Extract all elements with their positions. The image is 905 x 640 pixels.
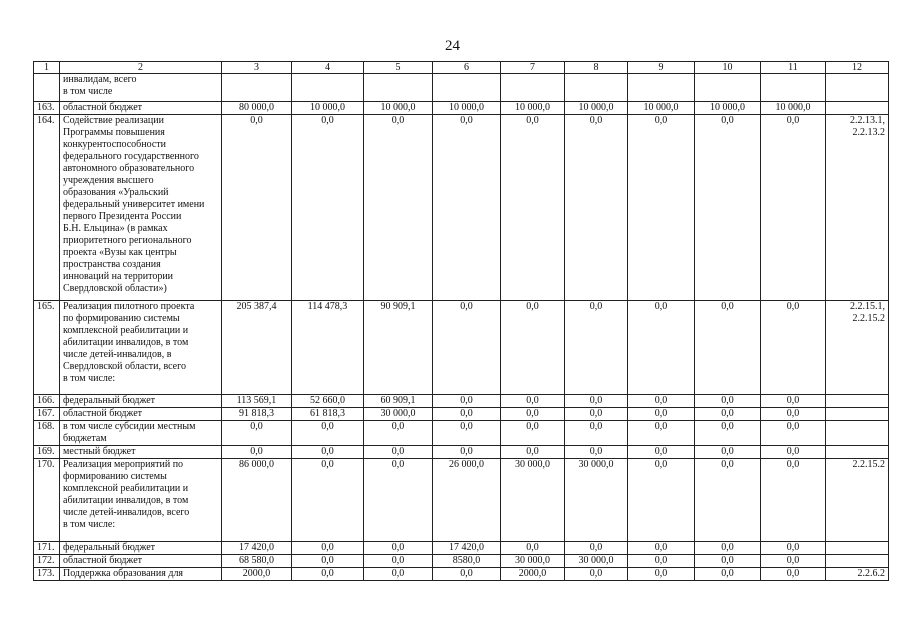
amount-cell: 61 818,3: [292, 408, 364, 421]
amount-cell: 10 000,0: [292, 102, 364, 115]
table-row: [34, 446, 889, 459]
amount-cell: 0,0: [761, 421, 826, 446]
target-indicator-ref: [826, 421, 889, 446]
amount-cell: 0,0: [292, 568, 364, 581]
amount-cell: 0,0: [501, 446, 565, 459]
column-number: 1: [34, 62, 60, 74]
target-indicator-ref: [826, 395, 889, 408]
amount-cell: 113 569,1: [222, 395, 292, 408]
amount-cell: 17 420,0: [433, 542, 501, 555]
amount-cell: 0,0: [501, 421, 565, 446]
amount-cell: 0,0: [292, 421, 364, 446]
row-number: 167.: [34, 408, 60, 421]
target-indicator-ref: [826, 408, 889, 421]
row-description: федеральный бюджет: [60, 395, 222, 408]
amount-cell: 90 909,1: [364, 301, 433, 395]
amount-cell: 0,0: [433, 446, 501, 459]
table-row: [34, 395, 889, 408]
target-indicator-ref: [826, 555, 889, 568]
amount-cell: 0,0: [628, 395, 695, 408]
amount-cell: 0,0: [761, 555, 826, 568]
amount-cell: 91 818,3: [222, 408, 292, 421]
amount-cell: 68 580,0: [222, 555, 292, 568]
row-number: 165.: [34, 301, 60, 395]
amount-cell: 0,0: [222, 446, 292, 459]
row-number: 164.: [34, 115, 60, 301]
amount-cell: 0,0: [761, 446, 826, 459]
target-indicator-ref: 2.2.15.2: [826, 459, 889, 542]
row-description: инвалидам, всего в том числе: [60, 74, 222, 102]
amount-cell: 10 000,0: [565, 102, 628, 115]
amount-cell: 114 478,3: [292, 301, 364, 395]
column-number-row: [34, 62, 889, 74]
amount-cell: 30 000,0: [565, 459, 628, 542]
amount-cell: 0,0: [628, 568, 695, 581]
column-number: 9: [628, 62, 695, 74]
row-description: Реализация мероприятий по формированию системы комплексной реабилитации и абилитации инвалидов, в том числе детей-инвалидов, всего в том числе:: [60, 459, 222, 542]
target-indicator-ref: [826, 542, 889, 555]
amount-cell: 0,0: [433, 408, 501, 421]
amount-cell: 30 000,0: [501, 555, 565, 568]
amount-cell: 0,0: [761, 395, 826, 408]
row-number: 173.: [34, 568, 60, 581]
amount-cell: 0,0: [433, 301, 501, 395]
table-row: [34, 102, 889, 115]
amount-cell: 0,0: [695, 301, 761, 395]
row-description: областной бюджет: [60, 102, 222, 115]
amount-cell: 0,0: [628, 446, 695, 459]
amount-cell: [222, 74, 292, 102]
amount-cell: 10 000,0: [628, 102, 695, 115]
amount-cell: 0,0: [501, 395, 565, 408]
column-number: 8: [565, 62, 628, 74]
amount-cell: 0,0: [364, 459, 433, 542]
table-row: [34, 115, 889, 301]
row-description: федеральный бюджет: [60, 542, 222, 555]
column-number: 6: [433, 62, 501, 74]
amount-cell: 0,0: [565, 301, 628, 395]
amount-cell: 52 660,0: [292, 395, 364, 408]
column-number: 11: [761, 62, 826, 74]
amount-cell: 0,0: [292, 115, 364, 301]
row-description: Реализация пилотного проекта по формированию системы комплексной реабилитации и абилитации инвалидов, в том числе детей-инвалидов, в Свердловской области, всего в том числе:: [60, 301, 222, 395]
amount-cell: 0,0: [761, 542, 826, 555]
amount-cell: 10 000,0: [761, 102, 826, 115]
amount-cell: 0,0: [501, 301, 565, 395]
amount-cell: 0,0: [695, 395, 761, 408]
table-row: [34, 74, 889, 102]
amount-cell: 0,0: [695, 542, 761, 555]
column-number: 2: [60, 62, 222, 74]
amount-cell: 30 000,0: [565, 555, 628, 568]
amount-cell: 0,0: [628, 115, 695, 301]
budget-table: [33, 61, 889, 581]
amount-cell: 0,0: [761, 301, 826, 395]
amount-cell: 0,0: [565, 421, 628, 446]
table-row: [34, 408, 889, 421]
amount-cell: 0,0: [761, 408, 826, 421]
amount-cell: 0,0: [695, 408, 761, 421]
amount-cell: 2000,0: [501, 568, 565, 581]
row-description: в том числе субсидии местным бюджетам: [60, 421, 222, 446]
amount-cell: 0,0: [565, 408, 628, 421]
target-indicator-ref: [826, 74, 889, 102]
column-number: 5: [364, 62, 433, 74]
row-number: 171.: [34, 542, 60, 555]
amount-cell: 0,0: [628, 421, 695, 446]
amount-cell: [565, 74, 628, 102]
amount-cell: 0,0: [501, 115, 565, 301]
row-number: 170.: [34, 459, 60, 542]
amount-cell: [761, 74, 826, 102]
amount-cell: [501, 74, 565, 102]
page-number: 24: [445, 38, 460, 54]
amount-cell: 0,0: [501, 542, 565, 555]
target-indicator-ref: [826, 446, 889, 459]
amount-cell: 0,0: [695, 115, 761, 301]
row-number: 168.: [34, 421, 60, 446]
row-description: местный бюджет: [60, 446, 222, 459]
row-number: [34, 74, 60, 102]
amount-cell: 0,0: [628, 301, 695, 395]
amount-cell: 0,0: [292, 555, 364, 568]
amount-cell: 0,0: [364, 568, 433, 581]
table-row: [34, 568, 889, 581]
amount-cell: 30 000,0: [364, 408, 433, 421]
target-indicator-ref: 2.2.13.1, 2.2.13.2: [826, 115, 889, 301]
table-row: [34, 301, 889, 395]
amount-cell: [628, 74, 695, 102]
amount-cell: 0,0: [292, 459, 364, 542]
amount-cell: 0,0: [565, 395, 628, 408]
table-row: [34, 459, 889, 542]
amount-cell: 0,0: [761, 568, 826, 581]
amount-cell: 0,0: [761, 115, 826, 301]
amount-cell: 10 000,0: [695, 102, 761, 115]
row-number: 166.: [34, 395, 60, 408]
row-number: 163.: [34, 102, 60, 115]
target-indicator-ref: 2.2.15.1, 2.2.15.2: [826, 301, 889, 395]
amount-cell: 26 000,0: [433, 459, 501, 542]
amount-cell: 0,0: [501, 408, 565, 421]
amount-cell: 0,0: [433, 421, 501, 446]
amount-cell: 8580,0: [433, 555, 501, 568]
amount-cell: 10 000,0: [364, 102, 433, 115]
amount-cell: 0,0: [222, 115, 292, 301]
amount-cell: 0,0: [565, 446, 628, 459]
amount-cell: 0,0: [628, 555, 695, 568]
amount-cell: 0,0: [695, 459, 761, 542]
amount-cell: [433, 74, 501, 102]
column-number: 3: [222, 62, 292, 74]
amount-cell: 0,0: [292, 542, 364, 555]
row-number: 172.: [34, 555, 60, 568]
amount-cell: [364, 74, 433, 102]
amount-cell: 0,0: [433, 568, 501, 581]
amount-cell: 0,0: [761, 459, 826, 542]
amount-cell: 30 000,0: [501, 459, 565, 542]
amount-cell: 0,0: [565, 115, 628, 301]
row-description: областной бюджет: [60, 555, 222, 568]
amount-cell: 17 420,0: [222, 542, 292, 555]
amount-cell: 80 000,0: [222, 102, 292, 115]
row-description: Содействие реализации Программы повышения конкурентоспособности федерального государственного автономного образовательного учреждения высшего образования «Уральский федеральный университет имени первого Президента России Б.Н. Ельцина» (в рамках приоритетного регионального проекта «Вузы как центры пространства создания инноваций на территории Свердловской области»): [60, 115, 222, 301]
table-row: [34, 555, 889, 568]
column-number: 12: [826, 62, 889, 74]
amount-cell: 0,0: [565, 568, 628, 581]
column-number: 7: [501, 62, 565, 74]
target-indicator-ref: 2.2.6.2: [826, 568, 889, 581]
amount-cell: 0,0: [628, 542, 695, 555]
amount-cell: 0,0: [628, 459, 695, 542]
table-body: [34, 62, 889, 581]
amount-cell: [695, 74, 761, 102]
amount-cell: 0,0: [364, 115, 433, 301]
amount-cell: 0,0: [364, 542, 433, 555]
amount-cell: 2000,0: [222, 568, 292, 581]
amount-cell: 0,0: [628, 408, 695, 421]
amount-cell: 0,0: [433, 115, 501, 301]
column-number: 10: [695, 62, 761, 74]
table-row: [34, 542, 889, 555]
row-number: 169.: [34, 446, 60, 459]
amount-cell: 0,0: [565, 542, 628, 555]
column-number: 4: [292, 62, 364, 74]
amount-cell: 0,0: [695, 446, 761, 459]
amount-cell: 0,0: [222, 421, 292, 446]
amount-cell: 10 000,0: [501, 102, 565, 115]
row-description: Поддержка образования для: [60, 568, 222, 581]
amount-cell: 0,0: [695, 555, 761, 568]
target-indicator-ref: [826, 102, 889, 115]
amount-cell: 0,0: [292, 446, 364, 459]
amount-cell: [292, 74, 364, 102]
amount-cell: 86 000,0: [222, 459, 292, 542]
row-description: областной бюджет: [60, 408, 222, 421]
amount-cell: 0,0: [433, 395, 501, 408]
amount-cell: 60 909,1: [364, 395, 433, 408]
amount-cell: 0,0: [364, 421, 433, 446]
amount-cell: 10 000,0: [433, 102, 501, 115]
amount-cell: 0,0: [695, 568, 761, 581]
table-row: [34, 421, 889, 446]
amount-cell: 0,0: [364, 446, 433, 459]
amount-cell: 0,0: [364, 555, 433, 568]
amount-cell: 0,0: [695, 421, 761, 446]
amount-cell: 205 387,4: [222, 301, 292, 395]
